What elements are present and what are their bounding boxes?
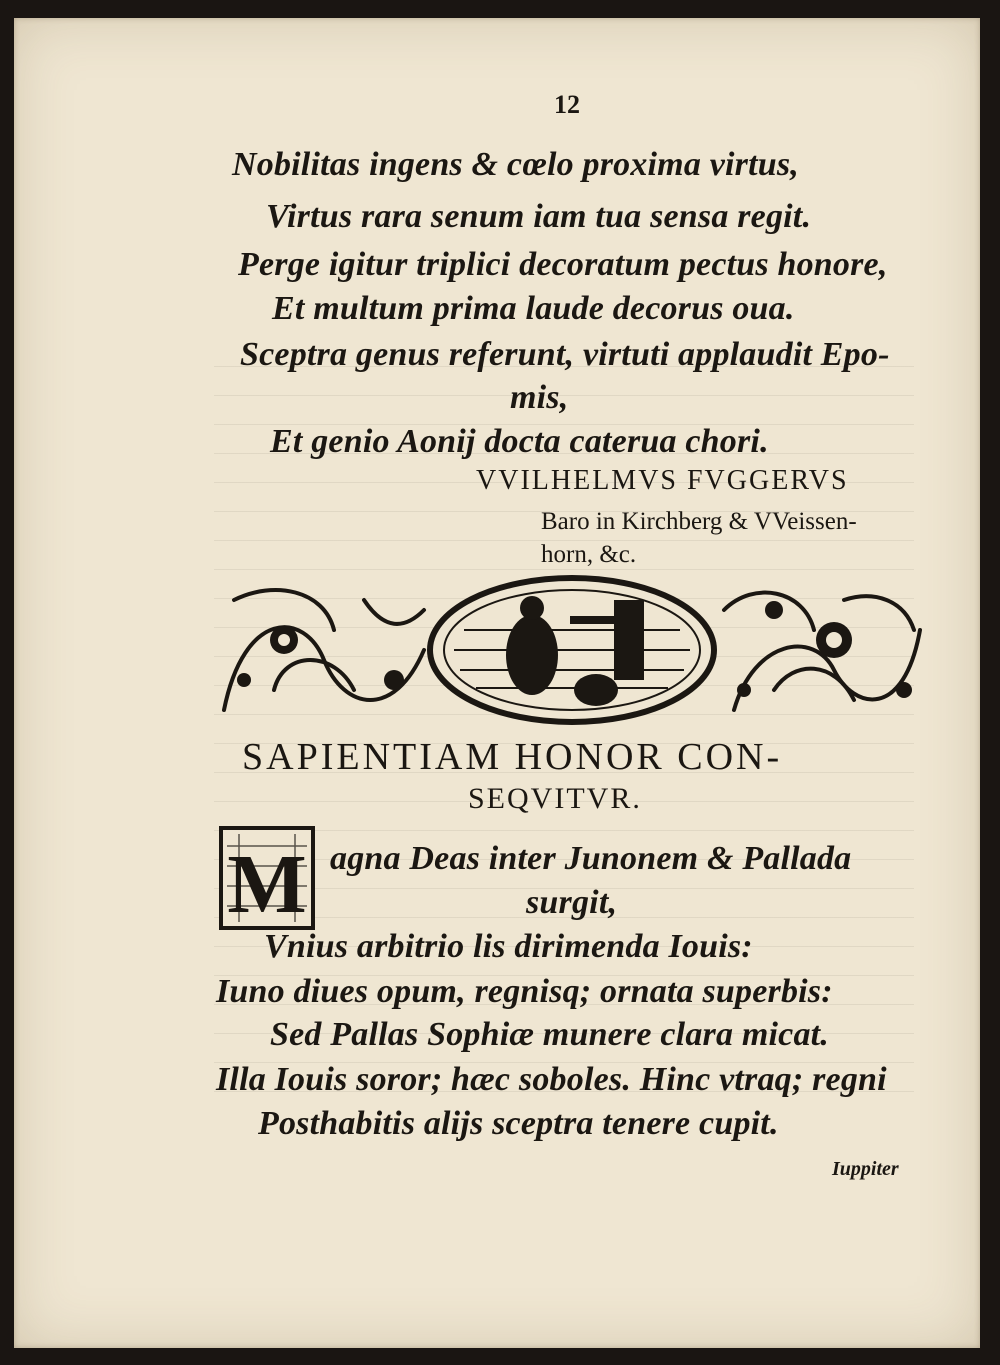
- author-title-cont: horn, &c.: [541, 541, 637, 568]
- poem-line: Et multum prima laude decorus oua.: [272, 290, 795, 327]
- page-number: 12: [554, 90, 580, 119]
- initial-letter: M: [227, 838, 307, 930]
- poem-line: surgit,: [526, 884, 618, 921]
- poem-line: Iuno diues opum, regnisq; ornata superbis:: [216, 973, 833, 1010]
- poem-line: Sed Pallas Sophiæ munere clara micat.: [270, 1016, 829, 1053]
- poem-line: Perge igitur triplici decoratum pectus honore,: [238, 246, 888, 283]
- poem-line: Vnius arbitrio lis dirimenda Iouis:: [264, 928, 753, 965]
- author-name: VVILHELMVS FVGGERVS: [476, 465, 849, 496]
- poem-line: Et genio Aonij docta caterua chori.: [270, 423, 769, 460]
- poem-line: agna Deas inter Junonem & Pallada: [330, 840, 852, 877]
- book-page: [14, 18, 980, 1348]
- poem-line: Illa Iouis soror; hæc soboles. Hinc vtraq; regni: [216, 1061, 887, 1098]
- poem-line: Posthabitis alijs sceptra tenere cupit.: [258, 1105, 779, 1142]
- catchword: Iuppiter: [832, 1158, 899, 1180]
- author-title: Baro in Kirchberg & VVeissen-: [541, 508, 857, 535]
- decorated-initial: [219, 826, 315, 930]
- emblem-title-cont: SEQVITVR.: [468, 782, 642, 815]
- poem-line: Virtus rara senum iam tua sensa regit.: [266, 198, 812, 235]
- emblem-title: SAPIENTIAM HONOR CON-: [242, 736, 783, 778]
- poem-line: mis,: [510, 379, 569, 416]
- ornamental-headpiece: [214, 570, 930, 730]
- poem-line: Sceptra genus referunt, virtuti applaudit Epo-: [240, 336, 890, 373]
- poem-line: Nobilitas ingens & cœlo proxima virtus,: [232, 146, 799, 183]
